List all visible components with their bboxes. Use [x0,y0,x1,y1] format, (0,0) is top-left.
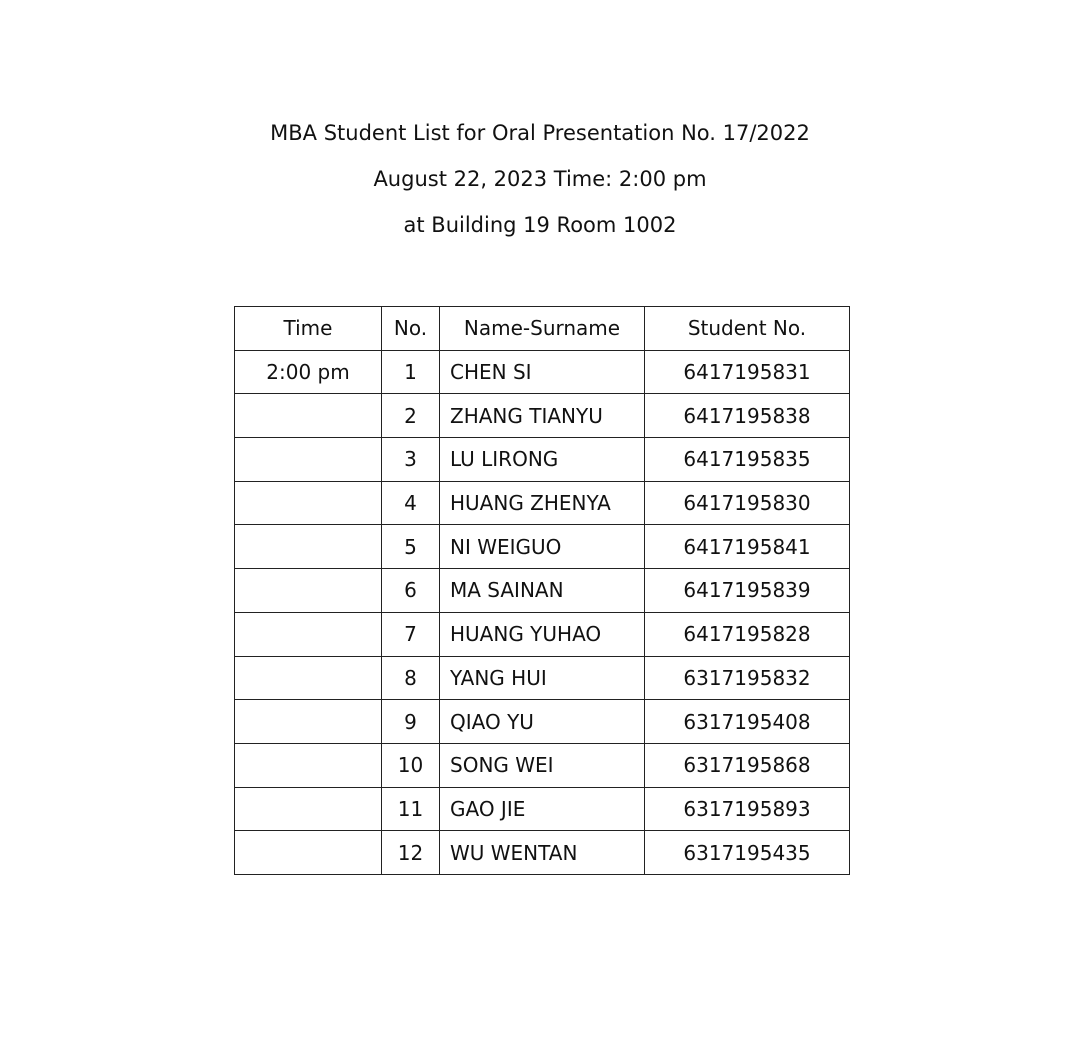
table-row [235,350,850,394]
cell-no: 3 [382,438,440,482]
cell-no: 4 [382,481,440,525]
column-header-student-no: Student No. [645,307,850,351]
cell-name: SONG WEI [440,743,645,787]
table-row [235,438,850,482]
table-header-row [235,307,850,351]
cell-time [235,569,382,613]
cell-student-no: 6317195893 [645,787,850,831]
cell-name: QIAO YU [440,700,645,744]
cell-time [235,787,382,831]
table-row [235,743,850,787]
cell-student-no: 6417195830 [645,481,850,525]
column-header-no: No. [382,307,440,351]
cell-time [235,831,382,875]
cell-no: 10 [382,743,440,787]
cell-no: 6 [382,569,440,613]
cell-time [235,656,382,700]
cell-no: 12 [382,831,440,875]
presentation-location: at Building 19 Room 1002 [403,213,677,237]
cell-student-no: 6417195831 [645,350,850,394]
cell-name: GAO JIE [440,787,645,831]
cell-no: 11 [382,787,440,831]
cell-name: MA SAINAN [440,569,645,613]
cell-name: LU LIRONG [440,438,645,482]
cell-student-no: 6417195839 [645,569,850,613]
cell-time [235,438,382,482]
cell-student-no: 6417195841 [645,525,850,569]
cell-student-no: 6417195828 [645,612,850,656]
document-title: MBA Student List for Oral Presentation No. 17/2022 [270,121,810,145]
student-list-table [234,306,850,875]
document-header [0,110,1080,248]
presentation-date-time: August 22, 2023 Time: 2:00 pm [373,167,707,191]
cell-time [235,743,382,787]
cell-no: 7 [382,612,440,656]
table-row [235,656,850,700]
cell-student-no: 6317195408 [645,700,850,744]
cell-student-no: 6317195868 [645,743,850,787]
table-body [235,350,850,874]
cell-no: 8 [382,656,440,700]
cell-student-no: 6317195832 [645,656,850,700]
cell-student-no: 6417195835 [645,438,850,482]
cell-student-no: 6417195838 [645,394,850,438]
cell-name: ZHANG TIANYU [440,394,645,438]
cell-time [235,481,382,525]
cell-name: CHEN SI [440,350,645,394]
table-row [235,394,850,438]
cell-time: 2:00 pm [235,350,382,394]
table-row [235,700,850,744]
cell-time [235,394,382,438]
column-header-time: Time [235,307,382,351]
table-row [235,481,850,525]
cell-student-no: 6317195435 [645,831,850,875]
cell-name: NI WEIGUO [440,525,645,569]
cell-time [235,525,382,569]
cell-no: 5 [382,525,440,569]
table-row [235,787,850,831]
cell-no: 9 [382,700,440,744]
table-row [235,569,850,613]
column-header-name: Name-Surname [440,307,645,351]
cell-time [235,612,382,656]
cell-name: WU WENTAN [440,831,645,875]
cell-name: HUANG YUHAO [440,612,645,656]
cell-name: HUANG ZHENYA [440,481,645,525]
table-row [235,525,850,569]
cell-time [235,700,382,744]
table-row [235,831,850,875]
table-row [235,612,850,656]
cell-name: YANG HUI [440,656,645,700]
cell-no: 1 [382,350,440,394]
cell-no: 2 [382,394,440,438]
